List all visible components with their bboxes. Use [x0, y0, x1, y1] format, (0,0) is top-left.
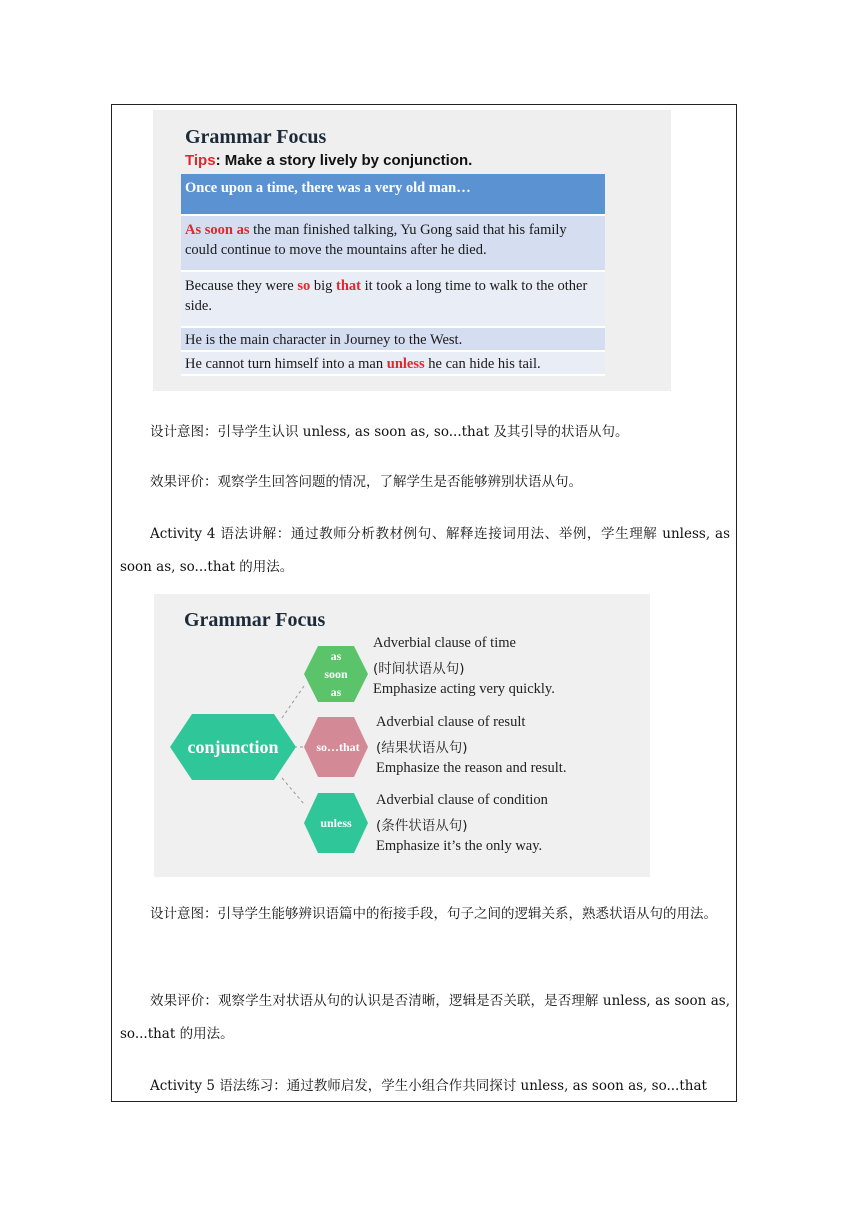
example-table: [181, 174, 605, 376]
tips-label: Tips: [185, 152, 216, 169]
table-row: [181, 272, 605, 328]
branch-chinese: (时间状语从句): [373, 661, 465, 677]
tips-text: : Make a story lively by conjunction.: [215, 152, 473, 169]
branch-clause: Adverbial clause of time: [373, 635, 516, 651]
paragraph-design-intent-1: 设计意图：引导学生认识 unless, as soon as, so...that 及其引导的状语从句。: [150, 424, 629, 440]
hex-label: as: [330, 685, 342, 699]
branch-note: Emphasize it’s the only way.: [376, 838, 543, 854]
row-text: he can hide his tail.: [424, 356, 541, 372]
row-text: Because they were: [185, 278, 298, 294]
paragraph-activity-4: Activity 4 语法讲解：通过教师分析教材例句、解释连接词用法、举例，学生理解 unless, as soon as, so...that 的用法。: [120, 526, 730, 575]
table-row: He is the main character in Journey to the West.: [181, 328, 605, 352]
hex-label: unless: [320, 816, 352, 830]
conjunction-highlight: so: [297, 278, 311, 294]
figure-title: Grammar Focus: [185, 126, 327, 148]
branch-chinese: (结果状语从句): [376, 740, 468, 756]
tips-line: [185, 152, 472, 169]
branch-clause: Adverbial clause of result: [376, 714, 526, 730]
conjunction-highlight: As soon as: [185, 222, 250, 238]
conjunction-label: conjunction: [187, 737, 279, 757]
hex-label: so…that: [316, 740, 360, 754]
table-header-row: Once upon a time, there was a very old man…: [181, 174, 605, 216]
paragraph-design-intent-2: 设计意图：引导学生能够辨识语篇中的衔接手段，句子之间的逻辑关系，熟悉状语从句的用法。: [150, 906, 717, 922]
conjunction-highlight: that: [336, 278, 361, 294]
row-text: it took a long time to walk to the other side.: [185, 278, 588, 314]
paragraph-activity-5: Activity 5 语法练习：通过教师启发，学生小组合作共同探讨 unless, as soon as, so...that: [150, 1078, 707, 1094]
paragraph-evaluation-1: 效果评价：观察学生回答问题的情况，了解学生是否能够辨别状语从句。: [150, 474, 582, 490]
diagram-title: Grammar Focus: [184, 609, 326, 631]
hex-label: soon: [324, 667, 348, 681]
grammar-focus-figure-1: [153, 110, 671, 391]
row-text: the man finished talking, Yu Gong said that his family could continue to move the mountains after he died.: [185, 222, 567, 258]
connector-line: [282, 686, 304, 718]
grammar-focus-figure-2: [154, 594, 650, 877]
table-row: [181, 352, 605, 376]
branch-note: Emphasize the reason and result.: [376, 760, 567, 776]
branch-clause: Adverbial clause of condition: [376, 792, 548, 808]
row-text: He cannot turn himself into a man: [185, 356, 387, 372]
row-text: big: [310, 278, 337, 294]
conjunction-highlight: unless: [386, 356, 425, 372]
branch-chinese: (条件状语从句): [376, 818, 468, 834]
connector-line: [282, 778, 304, 804]
branch-note: Emphasize acting very quickly.: [373, 681, 555, 697]
hex-label: as: [330, 649, 342, 663]
table-row: [181, 216, 605, 272]
paragraph-evaluation-2: 效果评价：观察学生对状语从句的认识是否清晰，逻辑是否关联，是否理解 unless, as soon as, so...that 的用法。: [120, 993, 730, 1042]
